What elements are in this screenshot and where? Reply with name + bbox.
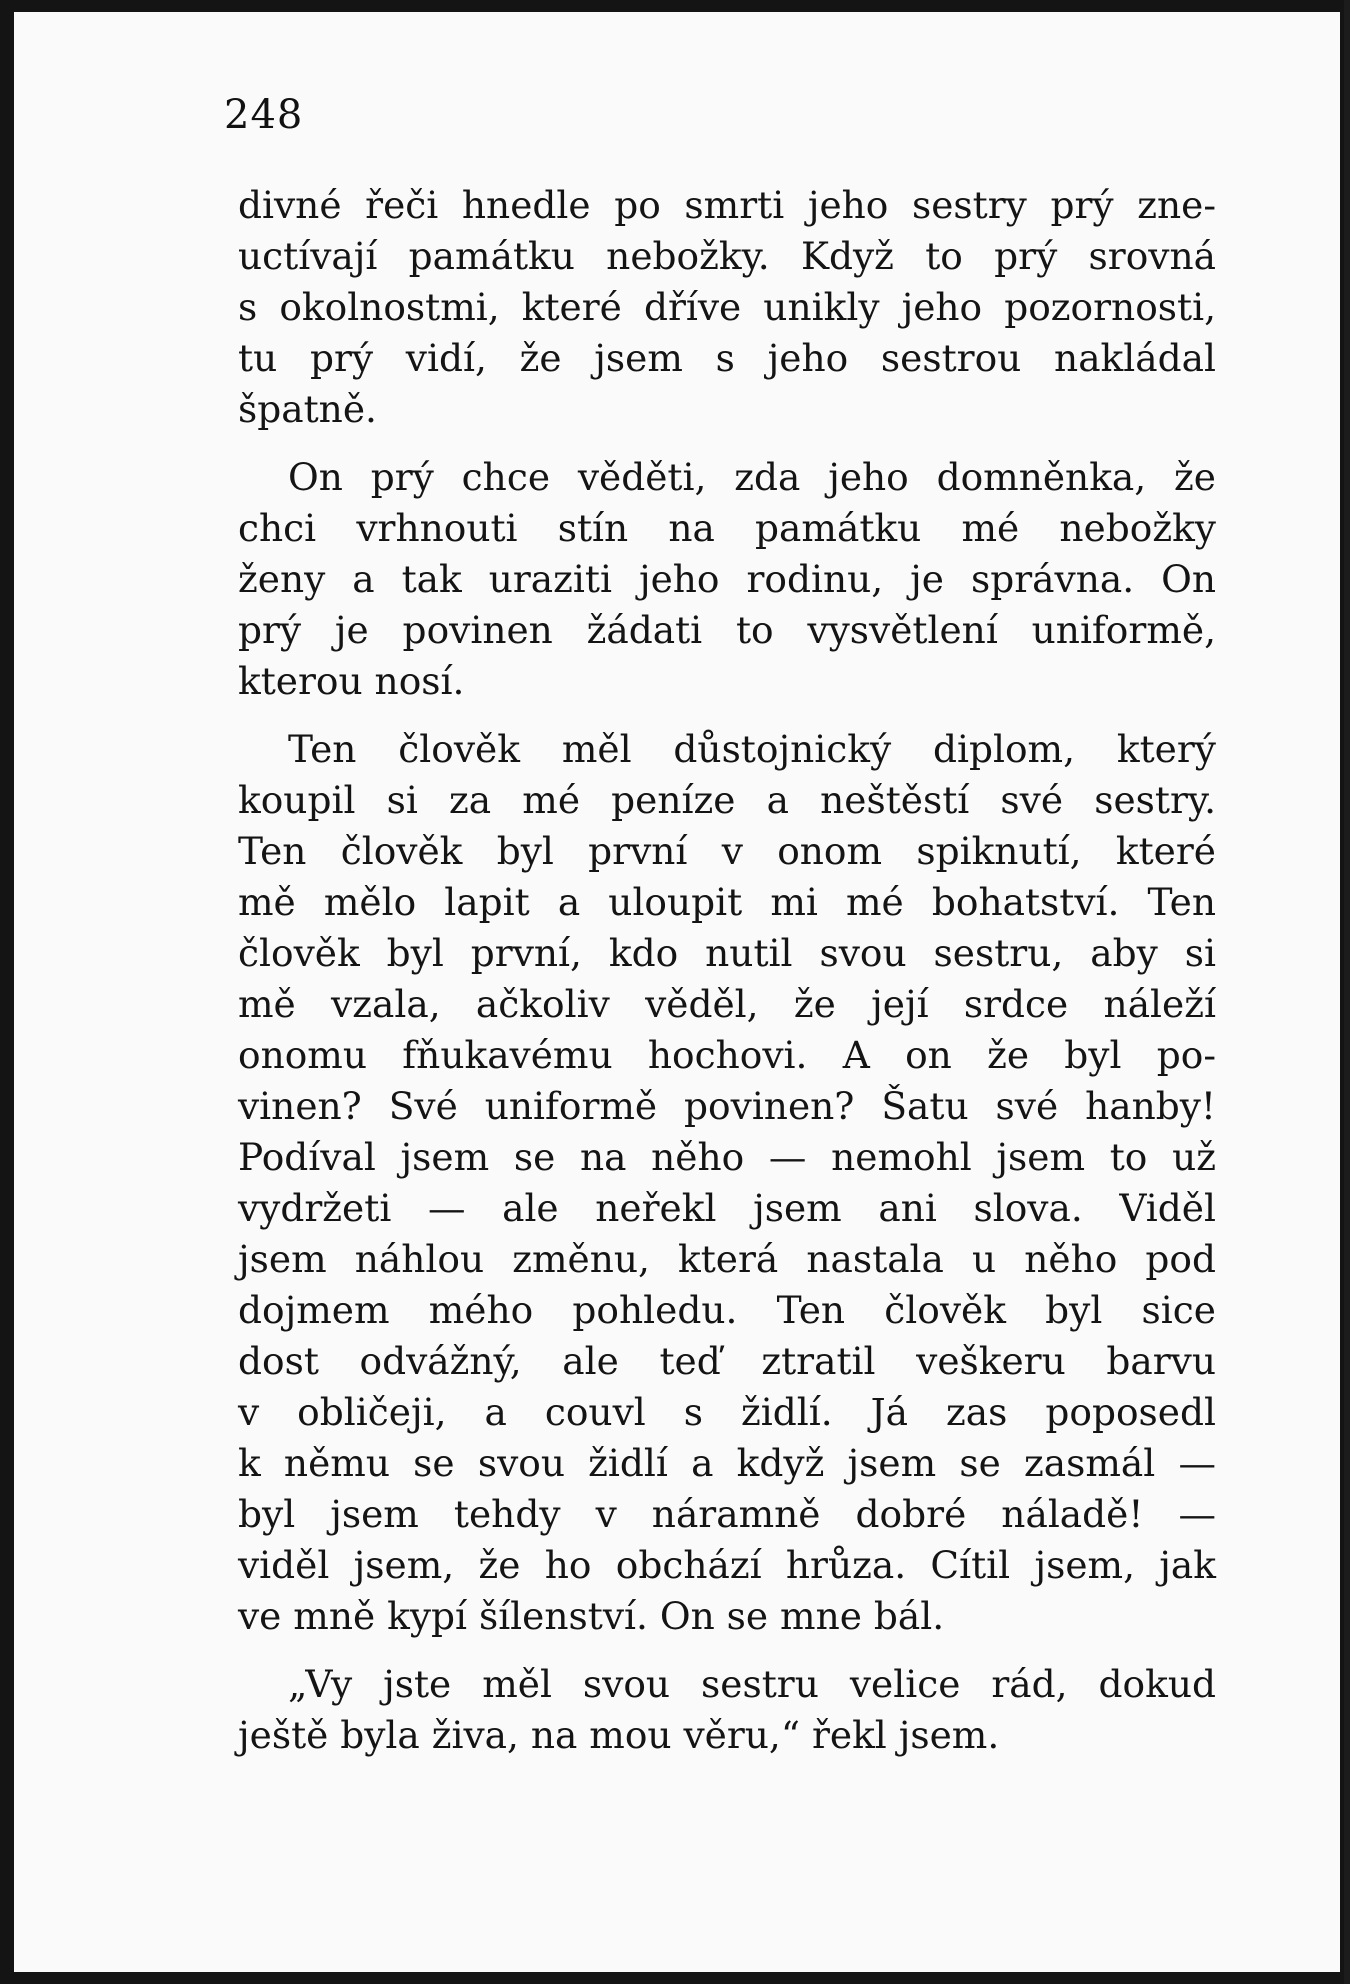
text-line: vinen? Své uniformě povinen? Šatu své hanby!: [238, 1084, 1216, 1128]
text-line: ještě byla živa, na mou věru,“ řekl jsem.: [238, 1713, 1000, 1757]
text-line: Ten člověk měl důstojnický diplom, který: [288, 727, 1216, 771]
text-line: uctívají památku nebožky. Když to prý srovná: [238, 234, 1216, 278]
paragraph-2: [238, 452, 1216, 707]
text-line: koupil si za mé peníze a neštěstí své sestry.: [238, 778, 1216, 822]
text-line: jsem náhlou změnu, která nastala u něho pod: [238, 1237, 1216, 1281]
text-line: Podíval jsem se na něho — nemohl jsem to už: [238, 1135, 1216, 1179]
text-line: k němu se svou židlí a když jsem se zasmál —: [238, 1441, 1216, 1485]
text-line: tu prý vidí, že jsem s jeho sestrou nakládal: [238, 336, 1216, 380]
paragraph-1: [238, 180, 1216, 435]
text-line: vydržeti — ale neřekl jsem ani slova. Viděl: [238, 1186, 1216, 1230]
page-text: [238, 180, 1216, 1778]
text-line: viděl jsem, že ho obchází hrůza. Cítil jsem, jak: [238, 1543, 1216, 1587]
paragraph-4: [238, 1659, 1216, 1761]
text-line: v obličeji, a couvl s židlí. Já zas poposedl: [238, 1390, 1216, 1434]
text-line: ženy a tak uraziti jeho rodinu, je správna. On: [238, 557, 1216, 601]
text-line: onomu fňukavému hochovi. A on že byl po-: [238, 1033, 1216, 1077]
text-line: mě vzala, ačkoliv věděl, že její srdce náleží: [238, 982, 1216, 1026]
text-line: mě mělo lapit a uloupit mi mé bohatství. Ten: [238, 880, 1216, 924]
text-line: Ten člověk byl první v onom spiknutí, které: [238, 829, 1216, 873]
text-line: chci vrhnouti stín na památku mé nebožky: [238, 506, 1216, 550]
paragraph-3: [238, 724, 1216, 1642]
text-line: špatně.: [238, 387, 377, 431]
text-line: byl jsem tehdy v náramně dobré náladě! —: [238, 1492, 1216, 1536]
text-line: člověk byl první, kdo nutil svou sestru, aby si: [238, 931, 1216, 975]
text-line: ve mně kypí šílenství. On se mne bál.: [238, 1594, 945, 1638]
page-edge: [1344, 0, 1372, 1984]
text-line: divné řeči hnedle po smrti jeho sestry prý zne-: [238, 183, 1216, 227]
text-line: On prý chce věděti, zda jeho domněnka, že: [288, 455, 1216, 499]
page-number: 248: [224, 92, 304, 138]
text-line: dojmem mého pohledu. Ten člověk byl sice: [238, 1288, 1216, 1332]
text-line: kterou nosí.: [238, 659, 465, 703]
text-line: „Vy jste měl svou sestru velice rád, dokud: [288, 1662, 1216, 1706]
text-line: s okolnostmi, které dříve unikly jeho pozornosti,: [238, 285, 1216, 329]
text-line: prý je povinen žádati to vysvětlení uniformě,: [238, 608, 1216, 652]
text-line: dost odvážný, ale teď ztratil veškeru barvu: [238, 1339, 1216, 1383]
